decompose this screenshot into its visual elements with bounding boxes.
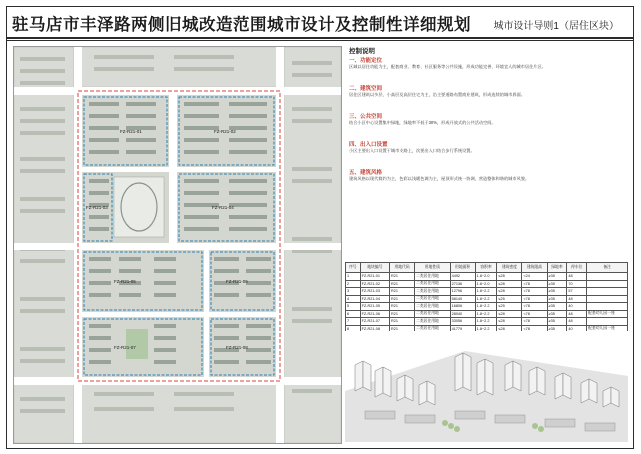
table-cell: R21 (390, 325, 415, 333)
table-cell (587, 280, 628, 288)
title-rule (7, 37, 633, 39)
table-cell: <78 (522, 295, 547, 303)
table-cell: 1.8~2.2 (475, 295, 497, 303)
table-cell: <78 (522, 280, 547, 288)
table-cell: ≤25 (497, 295, 522, 303)
section-2-text: 居住区建筑以多层、小高层及高层住宅为主，沿主要道路布置商业建筑，形成连续的城市界面。 (349, 92, 525, 97)
table-cell: <78 (522, 310, 547, 318)
col-header: 建筑密度 (497, 263, 522, 273)
col-header: 用地性质 (415, 263, 451, 273)
table-cell: 57 (567, 288, 587, 296)
site-plan-svg (14, 47, 341, 443)
table-cell: <78 (522, 288, 547, 296)
table-row (346, 295, 628, 303)
table-cell: FZ-R21-07 (360, 318, 389, 326)
table-cell: 二类居住用地 (415, 280, 451, 288)
parcel-label-01: FZ-R21-01 (120, 129, 142, 134)
table-cell (587, 273, 628, 281)
guideline-panel (345, 46, 626, 442)
table-cell: FZ-R21-01 (360, 273, 389, 281)
col-header: 绿地率 (547, 263, 567, 273)
table-cell (587, 318, 628, 326)
section-4-title: 四、出入口设置 (349, 142, 388, 148)
table-cell: 1.8~2.0 (475, 273, 497, 281)
col-header: 地块编号 (360, 263, 389, 273)
table-cell: FZ-R21-04 (360, 295, 389, 303)
table-cell: 48 (567, 318, 587, 326)
table-cell: FZ-R21-03 (360, 288, 389, 296)
table-cell: 1.8~2.2 (475, 310, 497, 318)
section-5-text: 建筑风格以现代简约为主，色彩以浅暖色调为主，屋顶形式统一协调，营造整体和谐的城市风貌。 (349, 176, 530, 181)
table-cell: 1.8~2.2 (475, 303, 497, 311)
table-cell: 58140 (450, 295, 475, 303)
table-cell: ≥35 (547, 295, 567, 303)
section-1-title: 一、功能定位 (349, 58, 383, 64)
table-cell: 1.8~2.0 (475, 280, 497, 288)
section-2-title: 二、建筑空间 (349, 86, 383, 92)
table-cell: 二类居住用地 (415, 303, 451, 311)
table-cell: FZ-R21-08 (360, 325, 389, 333)
table-cell: FZ-R21-05 (360, 303, 389, 311)
parcel-label-06: FZ-R21-06 (226, 279, 248, 284)
table-cell: ≤28 (497, 280, 522, 288)
parcel-label-05: FZ-R21-05 (114, 279, 136, 284)
table-cell: 41779 (450, 325, 475, 333)
col-header: 停车位 (567, 263, 587, 273)
table-cell: <78 (522, 318, 547, 326)
table-cell: 48 (567, 310, 587, 318)
table-cell: ≥35 (547, 325, 567, 333)
section-5-title: 五、建筑风格 (349, 170, 383, 176)
col-header: 用地代码 (390, 263, 415, 273)
table-cell: 3 (346, 288, 361, 296)
table-cell: 配套幼儿园一座 (587, 310, 628, 318)
table-cell (587, 303, 628, 311)
table-cell: ≤28 (497, 310, 522, 318)
table-cell: 40 (567, 303, 587, 311)
table-cell: FZ-R21-02 (360, 280, 389, 288)
table-cell: ≥35 (547, 280, 567, 288)
table-row (346, 273, 628, 281)
table-cell: R21 (390, 273, 415, 281)
control-title: 控制说明 (349, 48, 375, 55)
table-cell: ≤28 (497, 288, 522, 296)
aerial-rendering-svg (345, 331, 628, 442)
table-cell: 33056 (450, 318, 475, 326)
section-4-text: 小区主要出入口设置于城市支路上，次要出入口结合步行系统设置。 (349, 148, 475, 153)
table-cell: 4 (346, 295, 361, 303)
table-row (346, 280, 628, 288)
table-cell: R21 (390, 288, 415, 296)
table-cell: 48 (567, 295, 587, 303)
table-cell: 28040 (450, 310, 475, 318)
table-row (346, 288, 628, 296)
title-rule-thin (7, 40, 633, 41)
table-cell: 16806 (450, 303, 475, 311)
table-cell: R21 (390, 280, 415, 288)
table-cell: 70 (567, 280, 587, 288)
table-row (346, 310, 628, 318)
table-cell: ≥35 (547, 310, 567, 318)
table-cell: 48 (567, 273, 587, 281)
table-cell: ≤28 (497, 273, 522, 281)
table-cell: ≤28 (497, 325, 522, 333)
table-cell: 二类居住用地 (415, 310, 451, 318)
table-cell (587, 295, 628, 303)
table-cell: R21 (390, 310, 415, 318)
table-cell: ≥35 (547, 318, 567, 326)
table-cell: 6 (346, 310, 361, 318)
table-cell: 1.8~2.2 (475, 288, 497, 296)
plan-subtitle: 城市设计导则1（居住区块） (493, 21, 619, 32)
table-cell: 二类居住用地 (415, 273, 451, 281)
parcel-label-07: FZ-R21-07 (114, 345, 136, 350)
parcel-label-03: FZ-R21-03 (86, 205, 108, 210)
table-cell (587, 288, 628, 296)
table-cell: FZ-R21-06 (360, 310, 389, 318)
parcel-label-04: FZ-R21-04 (212, 205, 234, 210)
table-cell: ≥35 (547, 288, 567, 296)
aerial-rendering (345, 331, 628, 442)
table-cell: 12796 (450, 288, 475, 296)
col-header: 建筑限高 (522, 263, 547, 273)
table-cell: 8 (346, 325, 361, 333)
section-3-title: 三、公共空间 (349, 114, 383, 120)
table-cell: <78 (522, 325, 547, 333)
table-cell: 1.8~2.2 (475, 325, 497, 333)
table-cell: 1 (346, 273, 361, 281)
table-cell: 1.8~2.2 (475, 318, 497, 326)
table-cell: 二类居住用地 (415, 318, 451, 326)
table-cell: 40 (567, 325, 587, 333)
table-cell: 27136 (450, 280, 475, 288)
section-3-text: 结合小区中心设置集中绿地，绿地率不低于30%，形成开放式的公共活动空间。 (349, 120, 496, 125)
col-header: 序号 (346, 263, 361, 273)
table-row (346, 318, 628, 326)
table-cell: 二类居住用地 (415, 295, 451, 303)
table-cell: R21 (390, 295, 415, 303)
table-cell: ≤25 (497, 303, 522, 311)
table-cell: <78 (522, 303, 547, 311)
table-cell: 5 (346, 303, 361, 311)
table-cell: 二类居住用地 (415, 325, 451, 333)
parcel-label-02: FZ-R21-02 (214, 129, 236, 134)
col-header: 容积率 (475, 263, 497, 273)
table-cell: R21 (390, 303, 415, 311)
table-row (346, 303, 628, 311)
table-cell: 二类居住用地 (415, 288, 451, 296)
table-cell: 2 (346, 280, 361, 288)
table-cell: ≥35 (547, 273, 567, 281)
table-cell: 7 (346, 318, 361, 326)
col-header: 备注 (587, 263, 628, 273)
table-cell: ≥35 (547, 303, 567, 311)
table-header-row (346, 263, 628, 273)
col-header: 用地面积 (450, 263, 475, 273)
site-plan-map (13, 46, 342, 444)
parcel-label-08: FZ-R21-08 (226, 345, 248, 350)
table-cell: <24 (522, 273, 547, 281)
plan-title: 驻马店市丰泽路两侧旧城改造范围城市设计及控制性详细规划 (12, 16, 471, 34)
table-cell: 配套幼儿园一座 (587, 325, 628, 333)
section-1-text: 区域以居住功能为主，配套商业、教育、社区服务等公共设施，形成功能完善、环境宜人的城市居住片区。 (349, 64, 546, 69)
table-cell: ≤28 (497, 318, 522, 326)
table-cell: R21 (390, 318, 415, 326)
table-cell: 4492 (450, 273, 475, 281)
